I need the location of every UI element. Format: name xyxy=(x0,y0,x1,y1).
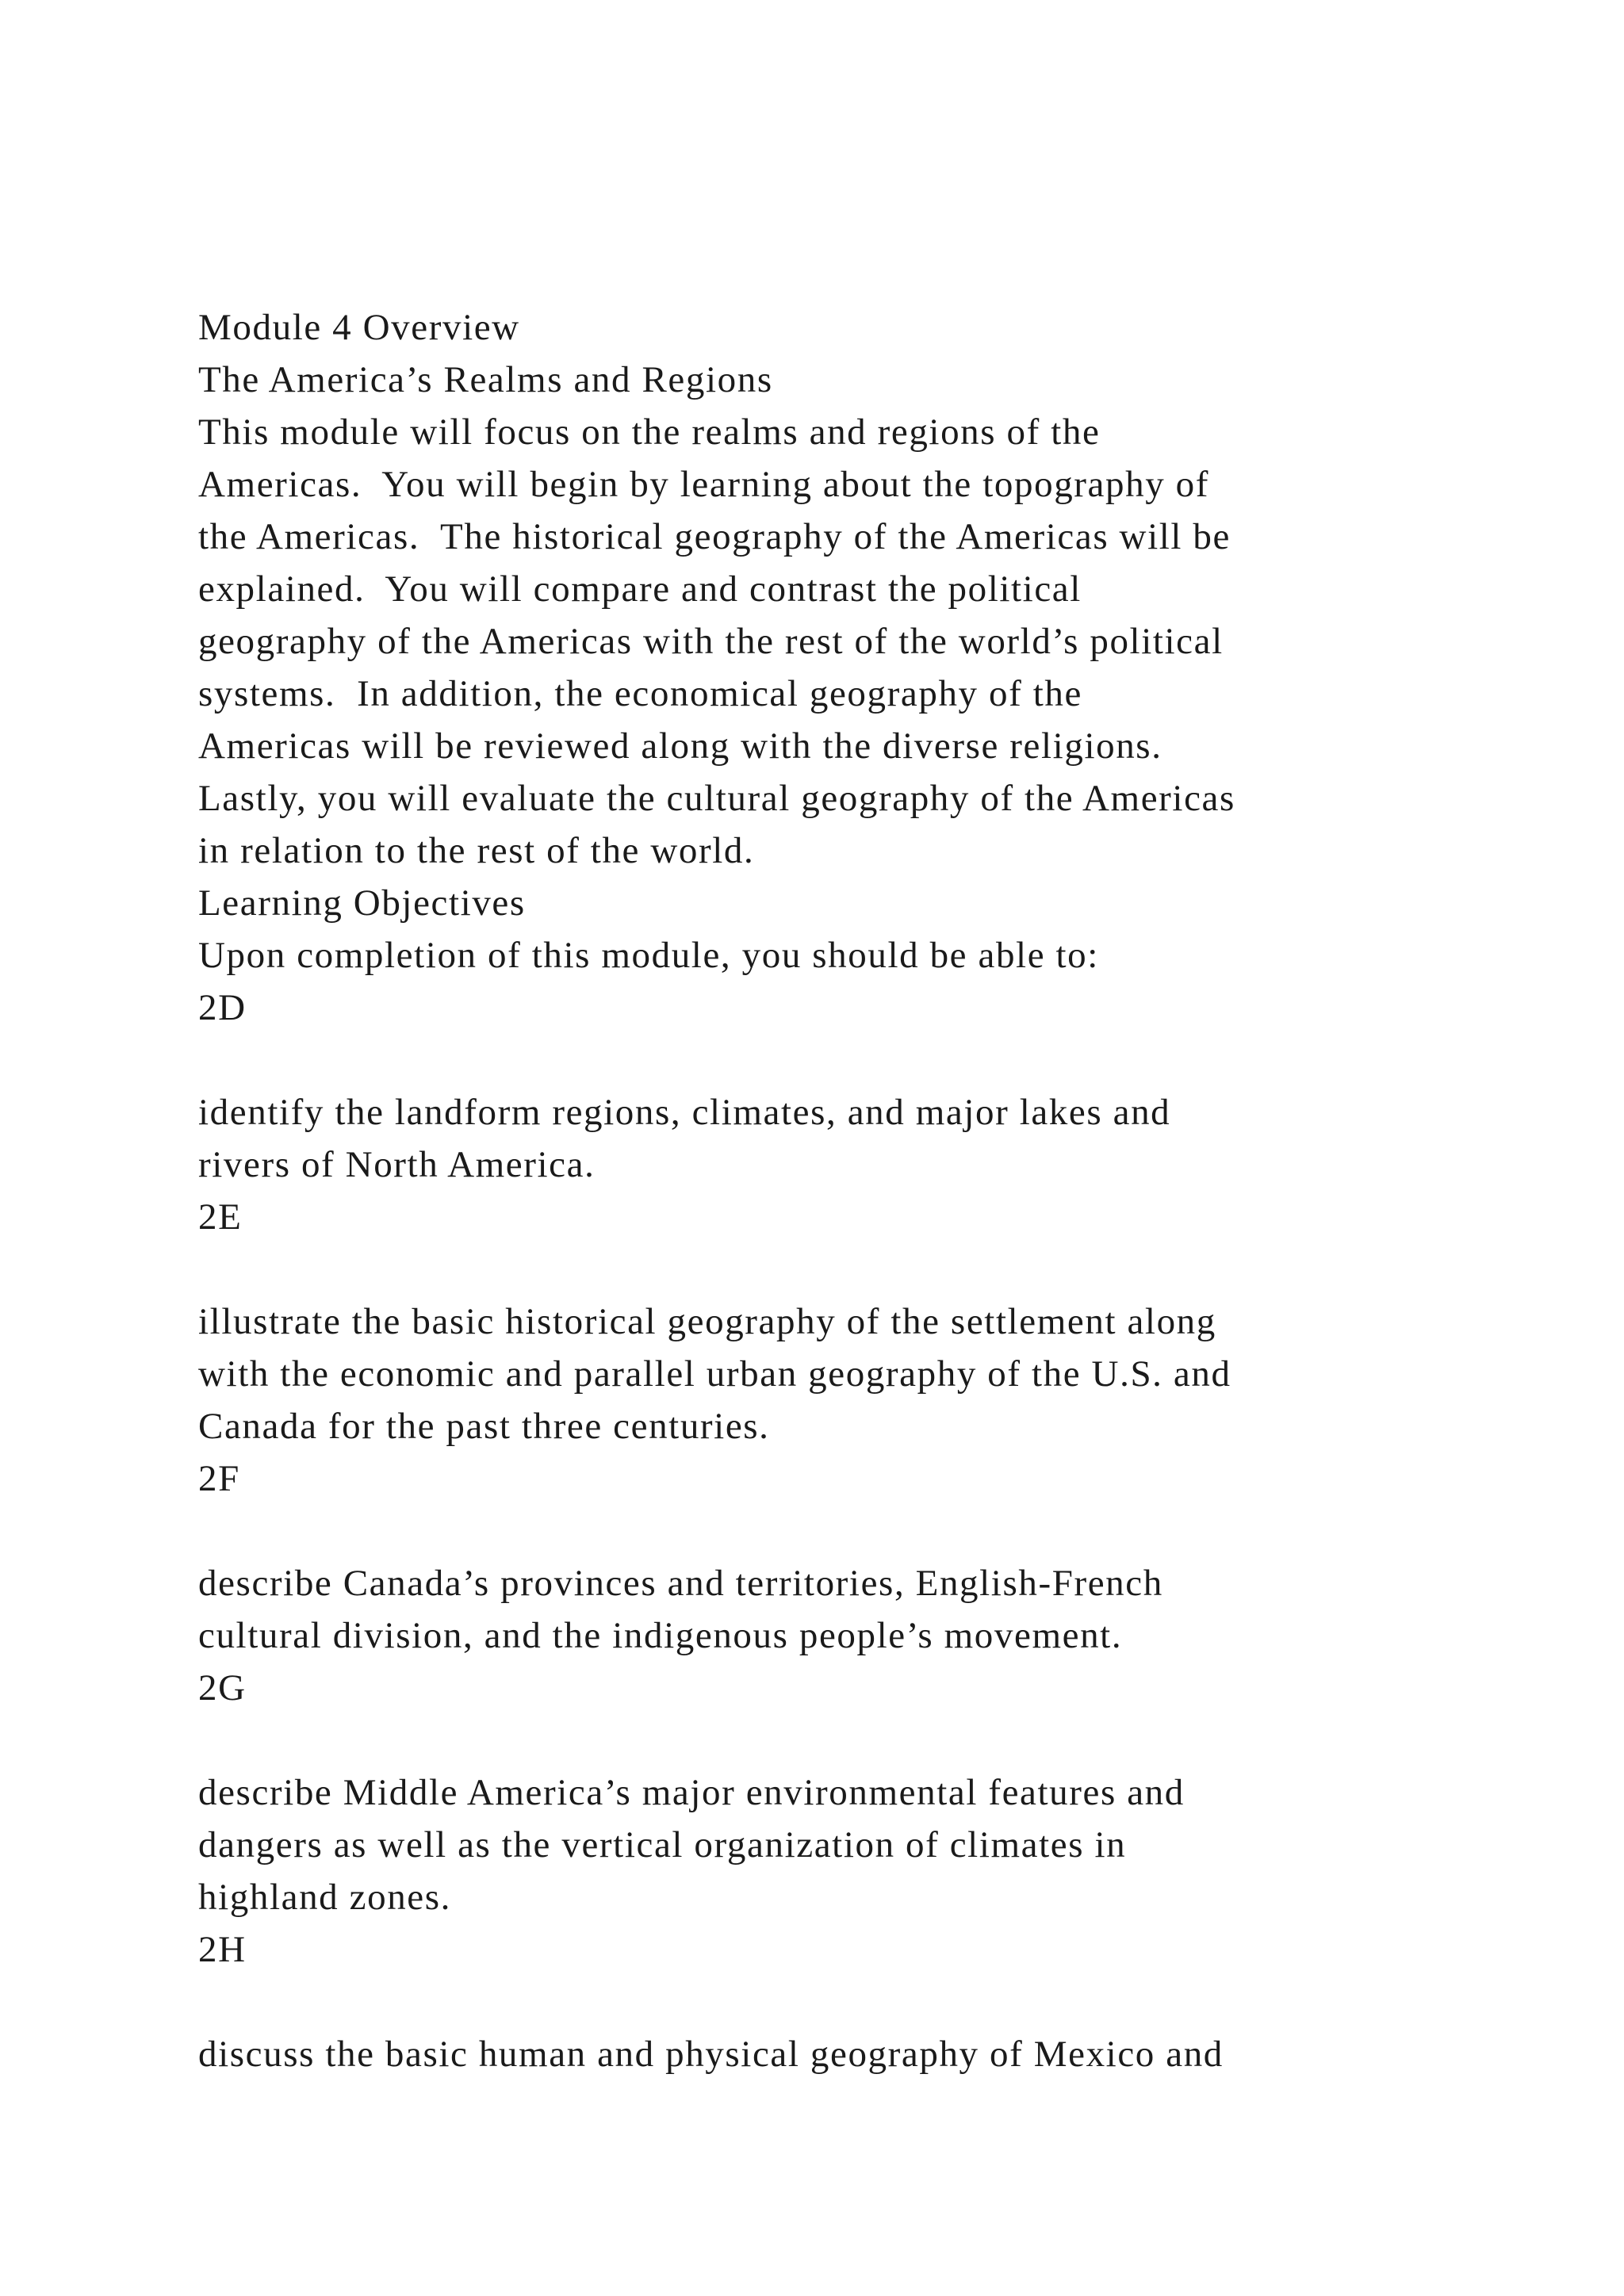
document-text xyxy=(198,301,1515,2080)
objective-code: 2G xyxy=(198,1667,247,1709)
module-title: Module 4 Overview xyxy=(198,307,520,348)
overview-line: This module will focus on the realms and regions of the xyxy=(198,411,1101,453)
overview-line: in relation to the rest of the world. xyxy=(198,830,755,871)
module-subtitle: The America’s Realms and Regions xyxy=(198,359,773,400)
overview-line: Americas will be reviewed along with the diverse religions. xyxy=(198,725,1162,767)
blank-line xyxy=(198,1243,1515,1295)
objectives-heading: Learning Objectives xyxy=(198,882,526,924)
overview-line: the Americas. The historical geography of the Americas will be xyxy=(198,516,1231,557)
objective-code: 2E xyxy=(198,1196,243,1238)
objective-code: 2H xyxy=(198,1929,247,1970)
objective-text: discuss the basic human and physical geography of Mexico and xyxy=(198,2034,1224,2075)
objectives-intro: Upon completion of this module, you should be able to: xyxy=(198,935,1099,976)
objective-text: describe Middle America’s major environmental features and xyxy=(198,1772,1185,1813)
objective-text: cultural division, and the indigenous people’s movement. xyxy=(198,1615,1123,1656)
objective-text: with the economic and parallel urban geography of the U.S. and xyxy=(198,1353,1231,1395)
objective-code: 2D xyxy=(198,987,247,1028)
objective-text: illustrate the basic historical geography of the settlement along xyxy=(198,1301,1216,1342)
blank-line xyxy=(198,1714,1515,1766)
objective-text: Canada for the past three centuries. xyxy=(198,1406,770,1447)
objective-text: dangers as well as the vertical organization of climates in xyxy=(198,1824,1127,1866)
objective-text: describe Canada’s provinces and territories, English-French xyxy=(198,1563,1163,1604)
blank-line xyxy=(198,1976,1515,2028)
objective-code: 2F xyxy=(198,1458,240,1499)
overview-line: Americas. You will begin by learning about the topography of xyxy=(198,464,1210,505)
overview-line: explained. You will compare and contrast the political xyxy=(198,568,1082,610)
objective-text: highland zones. xyxy=(198,1877,451,1918)
objective-text: identify the landform regions, climates, and major lakes and xyxy=(198,1092,1171,1133)
blank-line xyxy=(198,1505,1515,1557)
blank-line xyxy=(198,1034,1515,1086)
overview-line: Lastly, you will evaluate the cultural geography of the Americas xyxy=(198,778,1235,819)
overview-line: systems. In addition, the economical geography of the xyxy=(198,673,1082,714)
overview-line: geography of the Americas with the rest of the world’s political xyxy=(198,621,1224,662)
objective-text: rivers of North America. xyxy=(198,1144,596,1185)
